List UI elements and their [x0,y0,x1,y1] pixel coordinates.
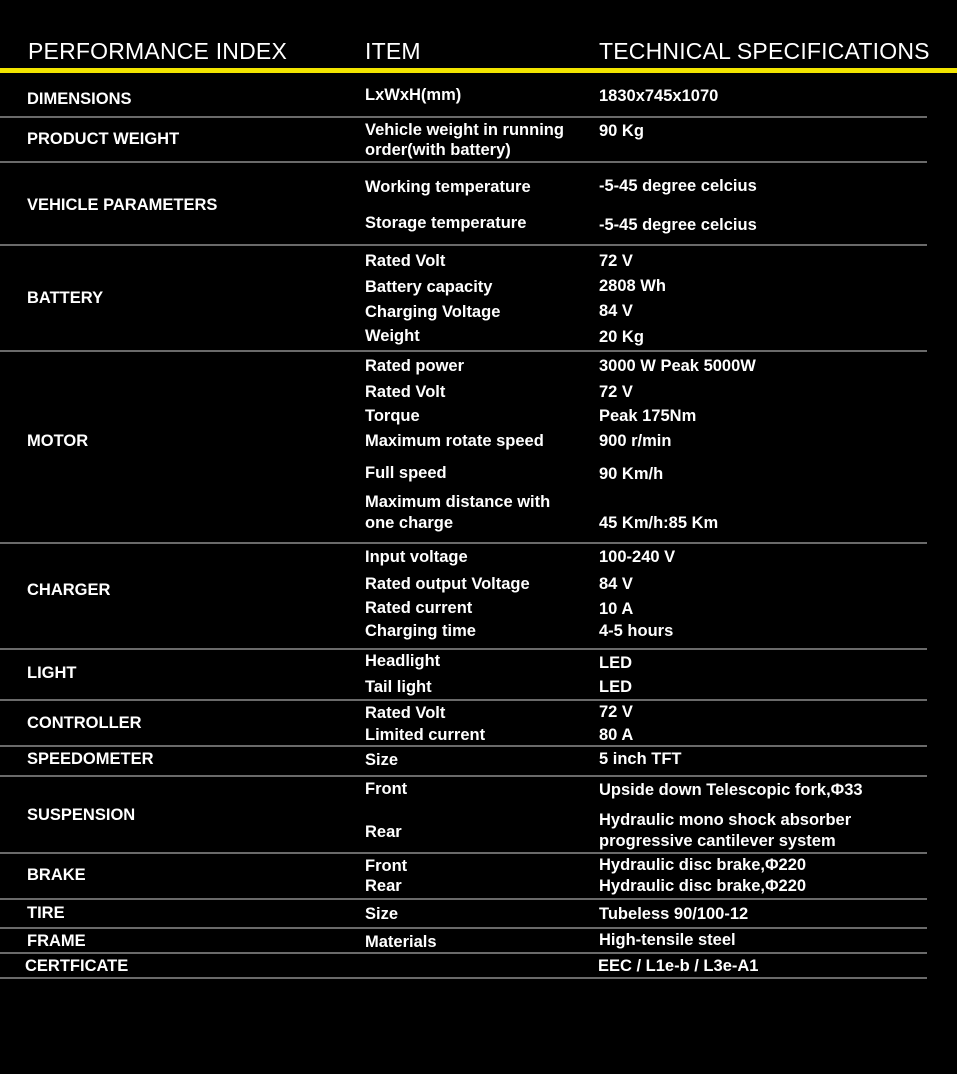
table-row-suspension [0,777,957,854]
header-item: ITEM [365,38,421,64]
item-label: Tail light [365,678,432,696]
item-label: Vehicle weight in running [365,121,564,139]
category-label: FRAME [27,932,86,950]
item-label: Maximum rotate speed [365,432,544,450]
item-label: Size [365,751,399,769]
item-label: Storage temperature [365,214,527,232]
spec-value: Upside down Telescopic fork,Φ33 [599,781,863,799]
item-label-line2: order(with battery) [365,141,511,159]
item-label: Rated current [365,599,473,617]
item-label: Weight [365,327,420,345]
item-label: LxWxH(mm) [365,86,462,104]
item-label: Limited current [365,726,486,744]
spec-value: 100-240 V [599,548,676,566]
item-label: Front [365,780,408,798]
category-label: DIMENSIONS [27,90,132,108]
item-label: Rear [365,823,402,841]
table-row-product-weight [0,118,957,163]
spec-value: 10 A [599,600,634,618]
spec-value: 84 V [599,575,633,593]
table-row-dimensions [0,74,957,118]
spec-value: 5 inch TFT [599,750,682,768]
item-label: Size [365,905,399,923]
category-label: PRODUCT WEIGHT [27,130,180,148]
item-label: Headlight [365,652,441,670]
spec-value: 90 Km/h [599,465,664,483]
spec-value: EEC / L1e-b / L3e-A1 [598,957,759,975]
category-label: SPEEDOMETER [27,750,154,768]
spec-value: 3000 W Peak 5000W [599,357,756,375]
spec-value: Tubeless 90/100-12 [599,905,749,923]
category-label: TIRE [27,904,65,922]
spec-value: Hydraulic disc brake,Φ220 [599,877,807,895]
item-label: Full speed [365,464,447,482]
spec-value: LED [599,678,632,696]
spec-value: 72 V [599,252,633,270]
item-label-line2: one charge [365,514,454,532]
item-label: Charging Voltage [365,303,501,321]
item-label: Rated output Voltage [365,575,530,593]
spec-value: 80 A [599,726,634,744]
spec-value: 4-5 hours [599,622,674,640]
category-label: CERTFICATE [25,957,129,975]
table-row-battery [0,246,957,352]
item-label: Front [365,857,408,875]
spec-value: High-tensile steel [599,931,736,949]
item-label: Rated Volt [365,704,446,722]
table-row-speedometer [0,747,957,777]
category-label: CHARGER [27,581,111,599]
category-label: SUSPENSION [27,806,136,824]
table-row-motor [0,352,957,544]
category-label: BATTERY [27,289,104,307]
spec-value: 45 Km/h:85 Km [599,514,719,532]
table-row-controller [0,701,957,747]
spec-value: Hydraulic disc brake,Φ220 [599,856,807,874]
item-label: Rated Volt [365,252,446,270]
item-label: Battery capacity [365,278,493,296]
spec-value: 90 Kg [599,122,644,140]
category-label: MOTOR [27,432,89,450]
header-performance-index: PERFORMANCE INDEX [28,38,287,64]
spec-value-line2: progressive cantilever system [599,832,836,850]
table-row-tire [0,900,957,929]
spec-value: 84 V [599,302,633,320]
table-row-vehicle-parameters [0,163,957,246]
category-label: VEHICLE PARAMETERS [27,196,218,214]
category-label: CONTROLLER [27,714,142,732]
spec-value: -5-45 degree celcius [599,177,757,195]
spec-value: 72 V [599,383,633,401]
spec-value: 20 Kg [599,328,644,346]
spec-value: LED [599,654,632,672]
item-label: Working temperature [365,178,531,196]
table-row-light [0,650,957,701]
item-label: Rated Volt [365,383,446,401]
item-label: Torque [365,407,420,425]
spec-value: Peak 175Nm [599,407,697,425]
item-label: Charging time [365,622,476,640]
table-row-certificate [0,954,957,979]
header-technical-specifications: TECHNICAL SPECIFICATIONS [599,38,930,64]
spec-value: 900 r/min [599,432,672,450]
spec-value: -5-45 degree celcius [599,216,757,234]
spec-value: 72 V [599,703,633,721]
row-divider [0,977,927,979]
item-label: Rated power [365,357,465,375]
item-label: Materials [365,933,437,951]
item-label: Input voltage [365,548,468,566]
table-row-charger [0,544,957,650]
spec-value: 1830x745x1070 [599,87,719,105]
item-label: Maximum distance with [365,493,551,511]
item-label: Rear [365,877,402,895]
category-label: LIGHT [27,664,77,682]
spec-value: 2808 Wh [599,277,666,295]
category-label: BRAKE [27,866,86,884]
table-row-frame [0,929,957,954]
table-row-brake [0,854,957,900]
spec-value: Hydraulic mono shock absorber [599,811,852,829]
